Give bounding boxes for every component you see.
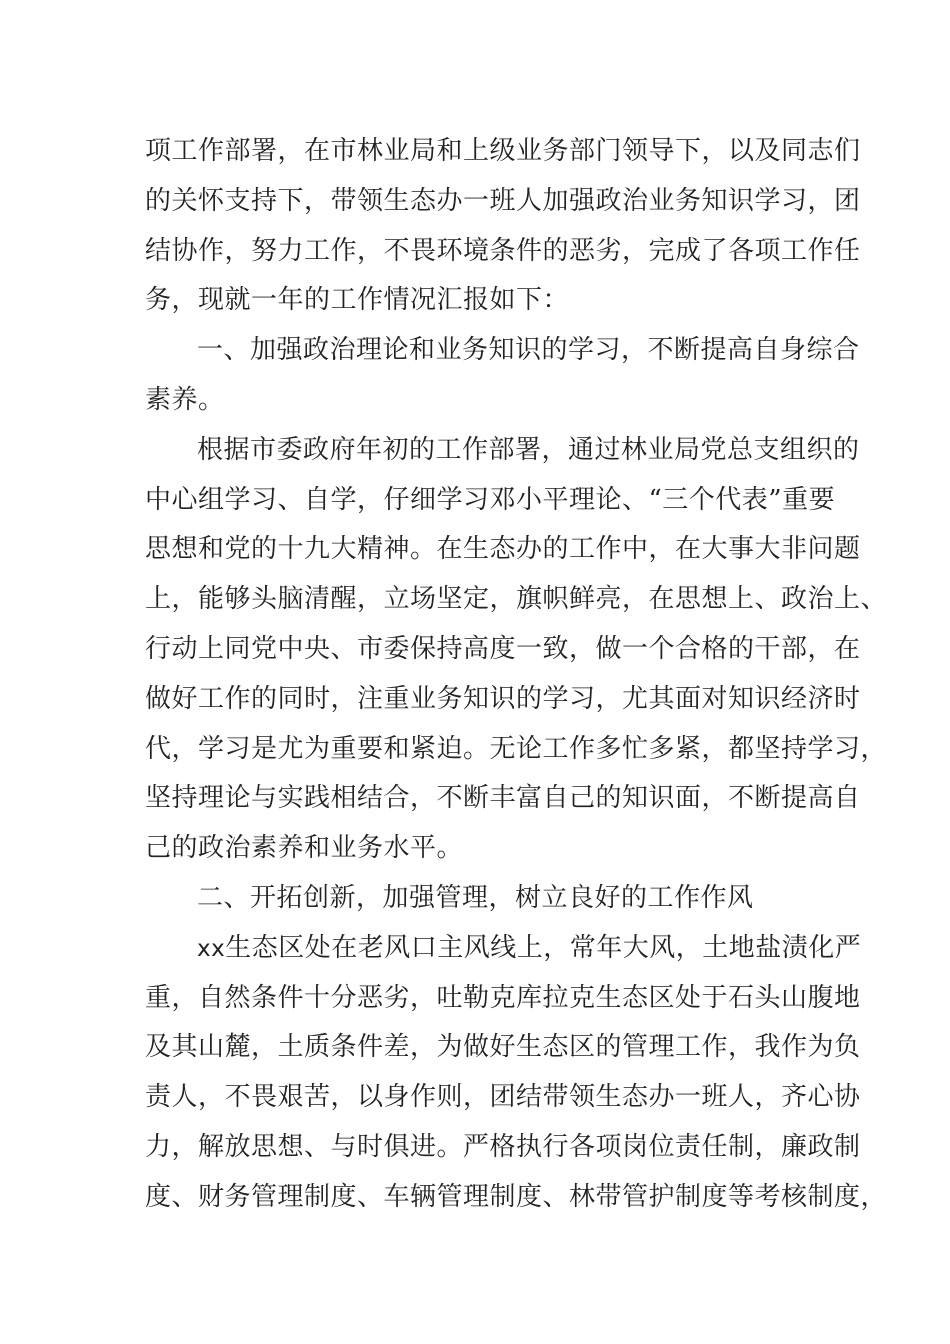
text-line: 己的政治素养和业务水平。 — [145, 833, 464, 864]
text-run: 生态区处在老风口主风线上，常年大风，土地盐渍化严 — [225, 932, 862, 963]
text-line: 中心组学习、自学，仔细学习邓小平理论、“三个代表”重要 — [145, 484, 836, 515]
document-body — [145, 127, 888, 1223]
text-line: 务，现就一年的工作情况汇报如下： — [145, 285, 570, 316]
text-line: 代，学习是尤为重要和紧迫。无论工作多忙多紧，都坚持学习， — [145, 733, 888, 764]
text-line: 的关怀支持下，带领生态办一班人加强政治业务知识学习，团 — [145, 185, 861, 216]
text-line: 行动上同党中央、市委保持高度一致，做一个合格的干部，在 — [145, 633, 861, 664]
text-line: 结协作，努力工作，不畏环境条件的恶劣，完成了各项工作任 — [145, 235, 861, 266]
text-line: 上，能够头脑清醒，立场坚定，旗帜鲜亮，在思想上、政治上、 — [145, 584, 888, 615]
text-line: 做好工作的同时，注重业务知识的学习，尤其面对知识经济时 — [145, 683, 861, 714]
section-heading-1: 一、加强政治理论和业务知识的学习，不断提高自身综合 — [197, 335, 860, 366]
text-line: 度、财务管理制度、车辆管理制度、林带管护制度等考核制度， — [145, 1181, 888, 1212]
placeholder-xx: xx — [197, 935, 226, 962]
paragraph-start — [145, 924, 862, 974]
section-heading-2: 二、开拓创新，加强管理，树立良好的工作作风 — [197, 882, 754, 913]
text-line: 素养。 — [145, 384, 225, 415]
text-line: 力，解放思想、与时俱进。严格执行各项岗位责任制，廉政制 — [145, 1131, 861, 1162]
paragraph-start: 根据市委政府年初的工作部署，通过林业局党总支组织的 — [197, 434, 860, 465]
text-line: 及其山麓，土质条件差，为做好生态区的管理工作，我作为负 — [145, 1032, 861, 1063]
text-line: 思想和党的十九大精神。在生态办的工作中，在大事大非问题 — [145, 534, 861, 565]
text-line: 责人，不畏艰苦，以身作则，团结带领生态办一班人，齐心协 — [145, 1082, 861, 1113]
text-line: 项工作部署，在市林业局和上级业务部门领导下，以及同志们 — [145, 136, 861, 166]
text-line: 坚持理论与实践相结合，不断丰富自己的知识面，不断提高自 — [145, 783, 861, 814]
text-line: 重，自然条件十分恶劣，吐勒克库拉克生态区处于石头山腹地 — [145, 982, 861, 1013]
